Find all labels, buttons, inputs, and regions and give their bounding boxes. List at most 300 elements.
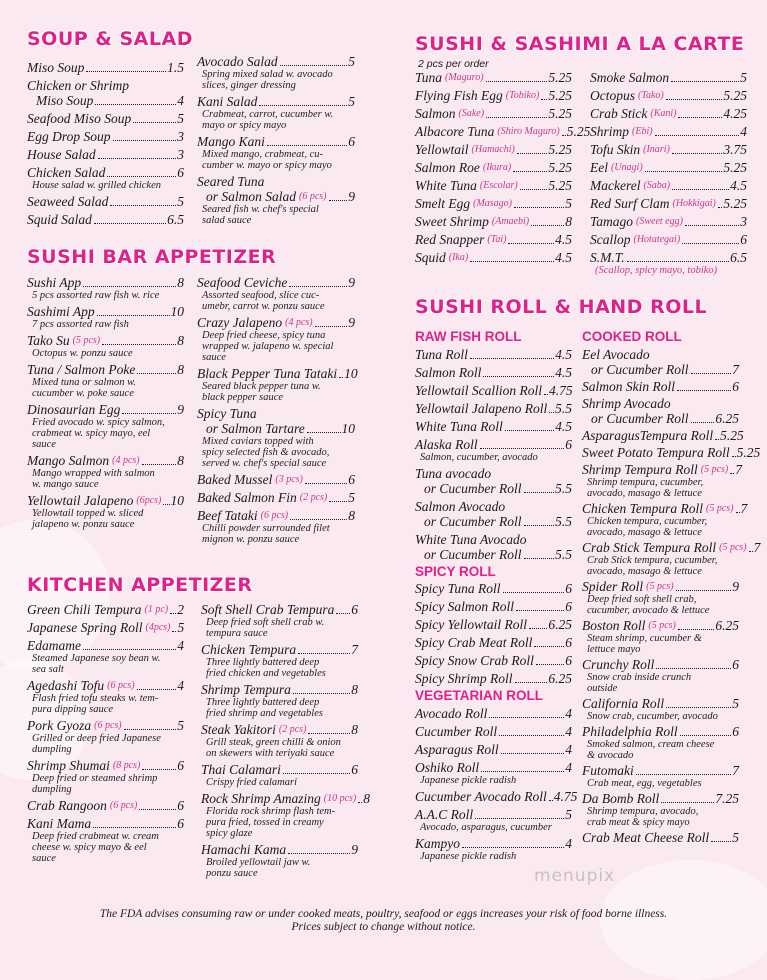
menu-item-name [582,396,739,411]
dot-leader [280,65,348,66]
menu-item [582,579,739,616]
menu-item-description: Mixed tuna or salmon w. [32,377,136,388]
dot-leader [293,693,350,694]
menu-item-name [27,78,184,93]
menu-item-name: Tako Su [27,333,70,348]
menu-item-description: Mixed mango, crabmeat, cu- [202,149,324,160]
menu-item-name-line1: Tuna avocado [415,465,492,481]
dot-leader [358,802,362,803]
menu-item [415,706,572,721]
menu-item-price: 5.5 [555,513,572,529]
menu-item-row [415,401,572,416]
menu-item [582,500,748,538]
menu-item-name: Yellowtail Jalapeno [27,493,134,508]
dot-leader [142,464,177,465]
dot-leader [486,117,547,118]
menu-item-description: Steamed Japanese soy bean w. [32,653,161,664]
dot-leader [711,841,731,842]
dot-leader [489,717,564,718]
menu-item-pieces: (6 pcs) [109,800,138,811]
dot-leader [139,809,176,810]
menu-item-price: 8 [351,682,358,697]
menu-item-description: 5 pcs assorted raw fish w. rice [32,290,160,301]
menu-item-name: Chicken Salad [27,165,106,180]
menu-item-row [201,722,358,737]
menu-item-row [415,653,572,668]
menu-item-name: Chicken Tempura Roll [582,500,703,516]
menu-item-description: umebr, carrot w. ponzu sauce [202,301,325,312]
menu-item-description: salad sauce [202,215,252,226]
menu-item-price: 7 [351,642,358,657]
menu-item-row [201,791,370,806]
menu-item-name-line1: Salmon Avocado [415,498,506,514]
dot-leader [267,145,347,146]
menu-item-row [590,106,747,121]
menu-item [590,142,747,157]
dot-leader [544,394,548,395]
vegetarian-roll-list [415,705,578,862]
menu-item [197,508,355,545]
menu-item-price: 4.5 [730,178,747,193]
dot-leader [505,430,554,431]
menu-item-description: wrapped w. jalapeno w. special [202,341,334,352]
menu-item-price: 6 [177,816,184,831]
menu-item-row [415,706,572,721]
menu-item [27,333,184,359]
menu-item-price: 5 [740,70,747,85]
dot-leader [329,200,348,201]
menu-item-price: 1.5 [167,60,184,75]
menu-item-description: Seared black pepper tuna w. [202,381,321,392]
menu-item-price: 4.75 [553,788,578,804]
menu-item-description: crabmeat w. spicy mayo, eel [32,428,151,439]
dot-leader [93,827,176,828]
subsection-raw-fish-roll: RAW FISH ROLL [415,329,522,344]
dot-leader [661,802,714,803]
menu-item-row [27,402,184,417]
menu-item-price: 5.25 [566,124,591,139]
dot-leader [481,771,564,772]
dot-leader [503,592,565,593]
menu-item-name: Sushi App [27,275,82,290]
menu-item-name: Sweet Shrimp [415,214,489,229]
dot-leader [480,448,565,449]
menu-item-description: pura dipping sauce [32,704,114,715]
menu-item-description: sauce [32,853,56,864]
dot-leader [288,853,350,854]
menu-item-price: 6.25 [715,410,739,426]
menu-item [582,461,743,499]
menu-item [415,347,572,362]
menu-item-name: California Roll [582,695,665,711]
menu-item-name: Da Bomb Roll [582,790,660,806]
menu-item-description: crab meat & spicy mayo [587,816,690,828]
dot-leader [475,818,564,819]
menu-item [590,232,747,247]
menu-item-row [415,196,572,211]
menu-item-name: Mango Kani [197,134,265,149]
menu-item-name: Thai Calamari [201,762,281,777]
menu-item [201,762,358,788]
menu-item-name: Yellowtail Scallion Roll [415,382,543,398]
menu-item [201,791,370,839]
menu-item-price: 8 [177,453,184,468]
section-title-sushi-roll: SUSHI ROLL & HAND ROLL [415,296,708,318]
menu-item-name: Tuna / Salmon Poke [27,362,136,377]
menu-item-name: Kampyo [415,835,460,851]
menu-item-description: & avocado [587,749,634,761]
section-title-soup-salad: SOUP & SALAD [27,28,193,50]
menu-item-price: 9 [348,315,355,330]
menu-item-description: Crab meat, egg, vegetables [587,777,702,789]
menu-item-name-line2: or Cucumber Roll [424,480,522,496]
dot-leader [94,223,166,224]
menu-item-row [27,620,184,635]
menu-item-name-line2: or Cucumber Roll [424,513,522,529]
dot-leader [656,668,731,669]
menu-item-description: Crispy fried calamari [206,777,297,788]
menu-item-name: Albacore Tuna [415,124,495,139]
menu-item [197,174,355,226]
menu-item-pieces: (4 pcs) [112,455,140,466]
menu-item [415,807,572,833]
menu-item-pieces: (Tai) [487,234,507,245]
dot-leader [308,733,350,734]
dot-leader [289,286,347,287]
menu-item-row [590,160,747,175]
menu-item-row [415,671,572,686]
menu-item-price: 6 [351,602,358,617]
menu-item-name [197,406,355,421]
menu-item-pieces: (Hotategai) [633,234,681,245]
menu-item-name: Chicken Tempura [201,642,297,657]
menu-item [415,760,572,786]
menu-item-row [590,124,747,139]
dot-leader [102,344,176,345]
menu-item-description: 7 pcs assorted raw fish [32,319,129,330]
cooked-roll-list [582,346,761,845]
menu-item-price: 6 [348,134,355,149]
soup-salad-right-column [197,54,355,226]
menu-item-price: 4 [565,705,572,721]
menu-item-price: 7 [732,361,739,377]
menu-item [415,499,572,529]
menu-item-description: black pepper sauce [202,392,284,403]
section-title-sushi-bar-appetizer: SUSHI BAR APPETIZER [27,246,277,268]
menu-item-row [582,579,739,594]
dot-leader [329,501,347,502]
menu-item [590,214,747,229]
dot-leader [534,646,564,647]
menu-item-pieces: (Escolar) [479,180,518,191]
dot-leader [95,104,176,105]
dot-leader [520,189,548,190]
menu-item-name: Octopus [590,88,635,103]
menu-item [197,315,355,363]
dot-leader [307,432,341,433]
menu-item-price: 7 [732,762,739,778]
menu-item-row [590,142,747,157]
dot-leader [676,590,732,591]
menu-item-price: 6.5 [730,250,747,265]
menu-item-price: 6 [177,798,184,813]
dot-leader [678,117,722,118]
menu-item-description: avocado, masago & lettuce [587,487,702,499]
menu-item-description: Grill steak, green chilli & onion [206,737,341,748]
menu-item [201,842,358,879]
menu-item-name [415,532,572,547]
menu-item-price: 6 [732,723,739,739]
menu-item-description: Shrimp tempura, avocado, [587,805,699,817]
menu-item-price: 5 [177,620,185,635]
menu-item-row [415,419,572,434]
menu-item-row [590,178,747,193]
dot-leader [483,376,554,377]
dot-leader [749,551,753,552]
menu-item-price: 10 [344,366,358,381]
menu-item-description: sauce [32,439,56,450]
menu-item-price: 4.5 [555,364,572,380]
menu-item [197,54,355,91]
menu-item-row [415,635,572,650]
menu-item-price: 4 [565,835,572,851]
menu-item-name: Salmon Roll [415,364,482,380]
menu-item-description: Florida rock shrimp flash tem- [206,806,336,817]
menu-item [415,124,591,139]
menu-item [27,275,184,301]
menu-item-row [582,379,739,394]
menu-item-name: Crab Stick Tempura Roll [582,539,717,555]
menu-item-pieces: (6 pcs) [260,510,289,521]
menu-item-description: Yellowtail topped w. sliced [32,508,144,519]
menu-item-name: Squid [415,250,446,265]
menu-item [27,798,184,813]
price-notice: Prices subject to change without notice. [291,921,476,933]
menu-item-description: lettuce mayo [587,643,641,655]
menu-item-name: Tuna Roll [415,346,468,362]
menu-item-description: Avocado, asparagus, cucumber [420,821,552,833]
dot-leader [671,81,739,82]
dot-leader [137,689,177,690]
dot-leader [645,171,723,172]
menu-item-pieces: (5 pcs) [719,541,747,553]
dot-leader [142,769,176,770]
menu-item-name: Sweet Potato Tempura Roll [582,444,730,460]
menu-item [27,453,184,490]
menu-item-description: Salmon, cucumber, avocado [420,451,538,463]
menu-item-row [582,830,739,845]
menu-item-row [582,618,739,633]
menu-item-price: 5.25 [723,160,747,175]
menu-item [582,763,739,789]
menu-item [27,638,184,675]
menu-item-row [582,362,739,377]
menu-item-price: 5.25 [720,427,744,443]
menu-item-name: Dinosaurian Egg [27,402,121,417]
menu-item-row [590,232,747,247]
dot-leader [562,135,566,136]
menu-item-description: Fried avocado w. spicy salmon, [32,417,165,428]
dot-leader [137,373,176,374]
menu-item-pieces: (10 pcs) [323,793,357,804]
dot-leader [315,326,348,327]
menu-item-row [582,696,739,711]
menu-item-price: 6 [177,165,184,180]
menu-item-row [590,214,747,229]
menu-item [415,365,572,380]
menu-item-pieces: (Ikura) [482,162,512,173]
menu-item-price: 5 [177,111,184,126]
menu-item-name [582,347,739,362]
menu-item-description: outside [587,682,618,694]
dot-leader [515,682,548,683]
dot-leader [336,613,350,614]
menu-item-name: Crab Meat Cheese Roll [582,829,710,845]
menu-item-description: spicy glaze [206,828,253,839]
menu-item-pieces: (Sweet egg) [636,216,683,227]
menu-item-description: Mixed caviars topped with [202,436,314,447]
menu-item [415,250,572,265]
dot-leader [97,315,170,316]
per-order-note: 2 pcs per order [418,58,489,70]
menu-item [590,70,747,85]
menu-item-row [415,383,572,398]
menu-item-name-line1: White Tuna Avocado [415,531,527,547]
menu-item-description: Grilled or deep fried Japanese [32,733,161,744]
menu-item-name: Mackerel [590,178,641,193]
menu-item-row [415,365,572,380]
menu-item-description: Broiled yellowtail jaw w. [206,857,311,868]
menu-item [582,657,739,694]
menu-item-name: Crunchy Roll [582,656,655,672]
menu-item-description: mignon w. ponzu sauce [202,534,300,545]
dot-leader [666,99,723,100]
menu-item-price: 6 [565,581,572,596]
menu-item-price: 6.25 [548,671,572,686]
menu-item [197,406,355,469]
menu-item-name: Edamame [27,638,81,653]
menu-item-price: 6 [732,378,739,394]
menu-item-name: AsparagusTempura Roll [582,427,714,443]
menu-item-row [590,196,747,211]
menu-item-row [415,617,572,632]
menu-item [590,160,747,175]
menu-item [415,788,578,804]
section-title-kitchen-appetizer: KITCHEN APPETIZER [27,574,253,596]
menu-item-row [27,333,184,348]
menu-item-name: Oshiko Roll [415,759,480,775]
menu-item [27,602,184,617]
menu-item-row [197,54,355,69]
menu-item [582,347,739,377]
menu-item-pieces: (4 pcs) [285,317,313,328]
menu-item-name: Avocado Roll [415,705,488,721]
dot-leader [536,664,564,665]
menu-item [590,124,747,139]
menu-item-row [27,147,184,162]
dot-leader [124,729,177,730]
menu-item-price: 6 [351,762,358,777]
menu-item-price: 9 [351,842,358,857]
dot-leader [298,653,350,654]
menu-item [197,134,355,171]
dot-leader [122,413,176,414]
dot-leader [508,243,554,244]
menu-item-description: sea salt [32,664,64,675]
menu-item [582,791,739,828]
menu-item [27,758,184,795]
menu-item-description: cumber w. mayo or spicy mayo [202,160,332,171]
menu-item-row [197,189,355,204]
menu-item-price: 5 [177,718,184,733]
menu-item-price: 4 [177,93,184,108]
menu-item-description: Shrimp tempura, cucumber, [587,476,704,488]
dot-leader [691,373,732,374]
menu-item [590,178,747,193]
menu-item-price: 8 [177,333,184,348]
menu-item-price: 6.25 [715,617,739,633]
menu-item [27,304,184,330]
menu-item-price: 7 [753,539,761,555]
menu-item-row [582,657,739,672]
menu-item-row [27,718,184,733]
menu-item-description: sauce [202,352,226,363]
menu-item-row [415,514,572,529]
menu-item-name: Tuna [415,70,443,85]
menu-item-description: Seared fish w. chef's special [202,204,319,215]
menu-item-row [582,791,739,806]
menu-item-name: Green Chili Tempura [27,602,142,617]
menu-item-row [197,315,355,330]
menu-item-row [27,493,184,508]
menu-item-price: 6 [565,635,572,650]
menu-item-description: w. mango sauce [32,479,99,490]
menu-item [415,599,572,614]
menu-item-name: Spicy Tuna Roll [415,581,501,596]
menu-item-row [27,453,184,468]
menu-item [582,379,739,394]
menu-item-price: 5.25 [736,444,761,460]
dot-leader [339,377,343,378]
dot-leader [549,800,553,801]
menu-item [415,106,572,121]
menu-item-description: Spring mixed salad w. avocado [202,69,333,80]
menu-item-description: dumpling [32,784,72,795]
menu-item [27,493,184,530]
menu-item [201,642,358,679]
dot-leader [531,225,564,226]
menu-item-description: Chicken tempura, cucumber, [587,515,708,527]
menu-item-row [415,70,572,85]
menu-item-name: Boston Roll [582,617,646,633]
menu-item-description: Snow crab inside crunch [587,671,692,683]
dot-leader [627,261,729,262]
menu-item-name: Spicy Shrimp Roll [415,671,513,686]
menu-item [197,472,355,487]
menu-item-description: slices, ginger dressing [202,80,296,91]
menu-item-price: 4.5 [555,418,572,434]
dot-leader [83,286,176,287]
dot-leader [524,558,555,559]
menu-item-name: Hamachi Kama [201,842,287,857]
spicy-roll-list [415,581,572,686]
menu-item [415,836,572,862]
menu-item-price: 4 [565,759,572,775]
menu-item-description: Assorted seafood, slice cuc- [202,290,320,301]
menu-item-price: 5.25 [548,88,572,103]
menu-item-name: Salmon [415,106,456,121]
menu-item [201,682,358,719]
